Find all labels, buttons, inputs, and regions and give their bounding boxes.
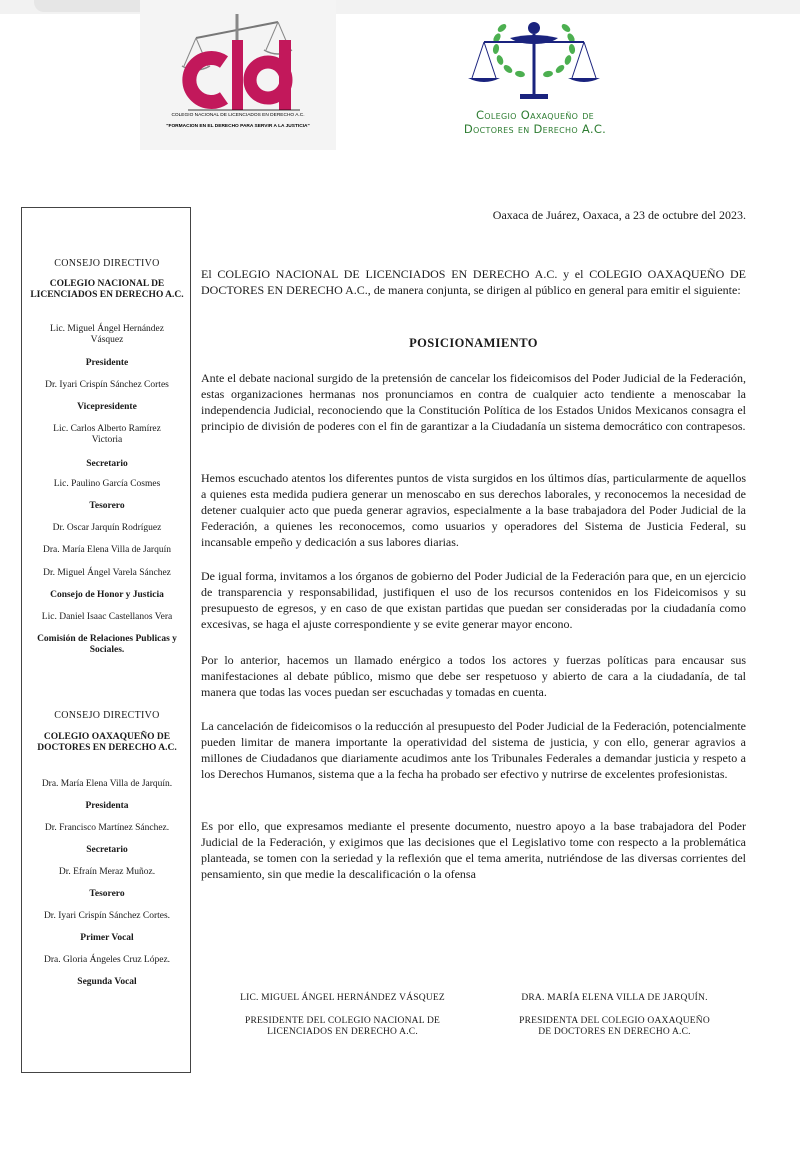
member-name: Dr. Oscar Jarquín Rodríguez	[52, 523, 162, 533]
viewer-top-bar	[0, 0, 800, 14]
cod-logo-text	[440, 108, 630, 136]
signer-title: PRESIDENTA DEL COLEGIO OAXAQUEÑO	[519, 1016, 710, 1026]
member-role: Primer Vocal	[80, 933, 134, 943]
signer-name: LIC. MIGUEL ÁNGEL HERNÁNDEZ VÁSQUEZ	[240, 993, 445, 1003]
cnld-board-name: COLEGIO NACIONAL DE LICENCIADOS EN DERECHO A.C.	[30, 279, 184, 300]
body-paragraph: Es por ello, que expresamos mediante el presente documento, nuestro apoyo a la base trabajadora del Poder Judicial de la Federación, y exigimos que las decisiones que el Legislativo tome con respecto a la problemática planteada, se tomen con la seriedad y la reflexión que el tema amerita, nutriéndose de las diversas corrientes del pensamiento, sin que medie la descalificación o la ofensa	[201, 819, 746, 881]
member-name: Dr. Iyari Crispín Sánchez Cortes.	[43, 911, 171, 921]
document-date: Oaxaca de Juárez, Oaxaca, a 23 de octubre del 2023.	[492, 208, 746, 222]
member-name: Lic. Miguel Ángel Hernández Vásquez	[50, 324, 164, 345]
member-name: Dr. Iyari Crispín Sánchez Cortes	[45, 380, 169, 390]
cod-logo-line1: Colegio Oaxaqueño de	[475, 108, 595, 122]
member-role: Presidenta	[85, 801, 129, 811]
member-name: Dr. Efraín Meraz Muñoz.	[58, 867, 156, 877]
body-paragraph: Por lo anterior, hacemos un llamado enérgico a todos los actores y fuerzas políticas para encausar sus manifestaciones al debate público, mismo que debe ser respetuoso y abierto de cara a la ciudadanía, de tal manera que todas las voces puedan ser escuchadas y tomadas en cuenta.	[201, 653, 746, 699]
cod-board-heading: CONSEJO DIRECTIVO	[54, 710, 160, 721]
signature-right	[492, 993, 737, 1038]
member-name: Dra. Gloria Ángeles Cruz López.	[43, 955, 171, 965]
cnld-board-heading: CONSEJO DIRECTIVO	[54, 258, 160, 269]
body-paragraph: Ante el debate nacional surgido de la pretensión de cancelar los fideicomisos del Poder Judicial de la Federación, estas organizaciones hermanas nos pronunciamos en contra de cualquier acto tendiente a menoscabar la independencia Judicial, reconociendo que la Constitución Política de los Estados Unidos Mexicanos consagra el principio de división de poderes con el fin de garantizar a la Ciudadanía un sistema democrático con contrapesos.	[201, 371, 746, 433]
member-role: Secretario	[86, 459, 128, 469]
intro-paragraph: El COLEGIO NACIONAL DE LICENCIADOS EN DERECHO A.C. y el COLEGIO OAXAQUEÑO DE DOCTORES EN DERECHO A.C., de manera conjunta, se dirigen al público en general para emitir el siguiente:	[201, 267, 746, 297]
body-paragraph: La cancelación de fideicomisos o la reducción al presupuesto del Poder Judicial de la Federación, potencialmente pueden limitar de manera importante la operatividad del sistema de justicia, y con ello, generar agravios a millones de Ciudadanos que diariamente acudimos ante los Tribunales Federales a demandar justicia y respeto a los Derechos Humanos, sistema que a la fecha ha probado ser efectivo y nutrirse de excelentes profesionistas.	[201, 719, 746, 781]
member-name: Lic. Daniel Isaac Castellanos Vera	[41, 612, 173, 622]
signer-title: PRESIDENTE DEL COLEGIO NACIONAL DE	[244, 1016, 441, 1026]
member-name: Dra. María Elena Villa de Jarquín.	[41, 779, 173, 789]
signer-name: DRA. MARÍA ELENA VILLA DE JARQUÍN.	[521, 993, 708, 1003]
cnld-logo-motto: "FORMACION EN EL DERECHO PARA SERVIR A LA JUSTICIA"	[166, 124, 310, 129]
cod-logo-line2: Doctores en Derecho A.C.	[463, 122, 607, 136]
body-paragraph: Hemos escuchado atentos los diferentes puntos de vista surgidos en los últimos días, particularmente de aquellos a quienes esta medida pudiera generar un menoscabo en sus derechos laborales, y reconocemos la necesidad de detener cualquier acto que pueda generar agravios, especialmente a la base trabajadora del Poder Judicial de la Federación, a quienes les reconocemos, como usuarios y operadores del Sistema de Justicia Federal, su incansable empeño y dedicación a sus labores diarias.	[201, 471, 746, 549]
member-role: Presidente	[85, 358, 129, 368]
committee-name: Consejo de Honor y Justicia	[50, 590, 164, 600]
document-title: POSICIONAMIENTO	[409, 336, 538, 350]
committee-name: Comisión de Relaciones Publicas y Sociales.	[37, 634, 177, 655]
board-sidebar	[21, 207, 191, 1073]
member-name: Dra. María Elena Villa de Jarquín	[43, 545, 171, 555]
body-paragraph: De igual forma, invitamos a los órganos de gobierno del Poder Judicial de la Federación para que, en un ejercicio de transparencia y responsabilidad, justifiquen el uso de los recursos contenidos en los Fideicomisos y su presupuesto de egresos, y en caso de que existan partidas que puedan ser consideradas por la ciudadanía como excesivas, se haga el ajuste correspondiente y se evite generar mayor encono.	[201, 569, 746, 631]
member-role: Vicepresidente	[77, 402, 137, 412]
cod-board-name: COLEGIO OAXAQUEÑO DE DOCTORES EN DERECHO A.C.	[37, 732, 177, 753]
member-role: Segunda Vocal	[77, 977, 137, 987]
member-role: Tesorero	[89, 501, 125, 511]
member-name: Lic. Carlos Alberto Ramírez Victoria	[53, 424, 161, 445]
cod-scales-emblem	[440, 8, 640, 108]
signature-left	[220, 993, 465, 1038]
signer-title: DE DOCTORES EN DERECHO A.C.	[538, 1027, 691, 1037]
member-name: Dr. Miguel Ángel Varela Sánchez	[43, 568, 171, 578]
member-role: Tesorero	[89, 889, 125, 899]
signer-title: LICENCIADOS EN DERECHO A.C.	[267, 1027, 418, 1037]
member-role: Secretario	[86, 845, 128, 855]
cnld-logo-subtitle: COLEGIO NACIONAL DE LICENCIADOS EN DERECHO A.C.	[171, 113, 305, 118]
member-name: Lic. Paulino García Cosmes	[53, 479, 161, 489]
member-name: Dr. Francisco Martínez Sánchez.	[44, 823, 170, 833]
